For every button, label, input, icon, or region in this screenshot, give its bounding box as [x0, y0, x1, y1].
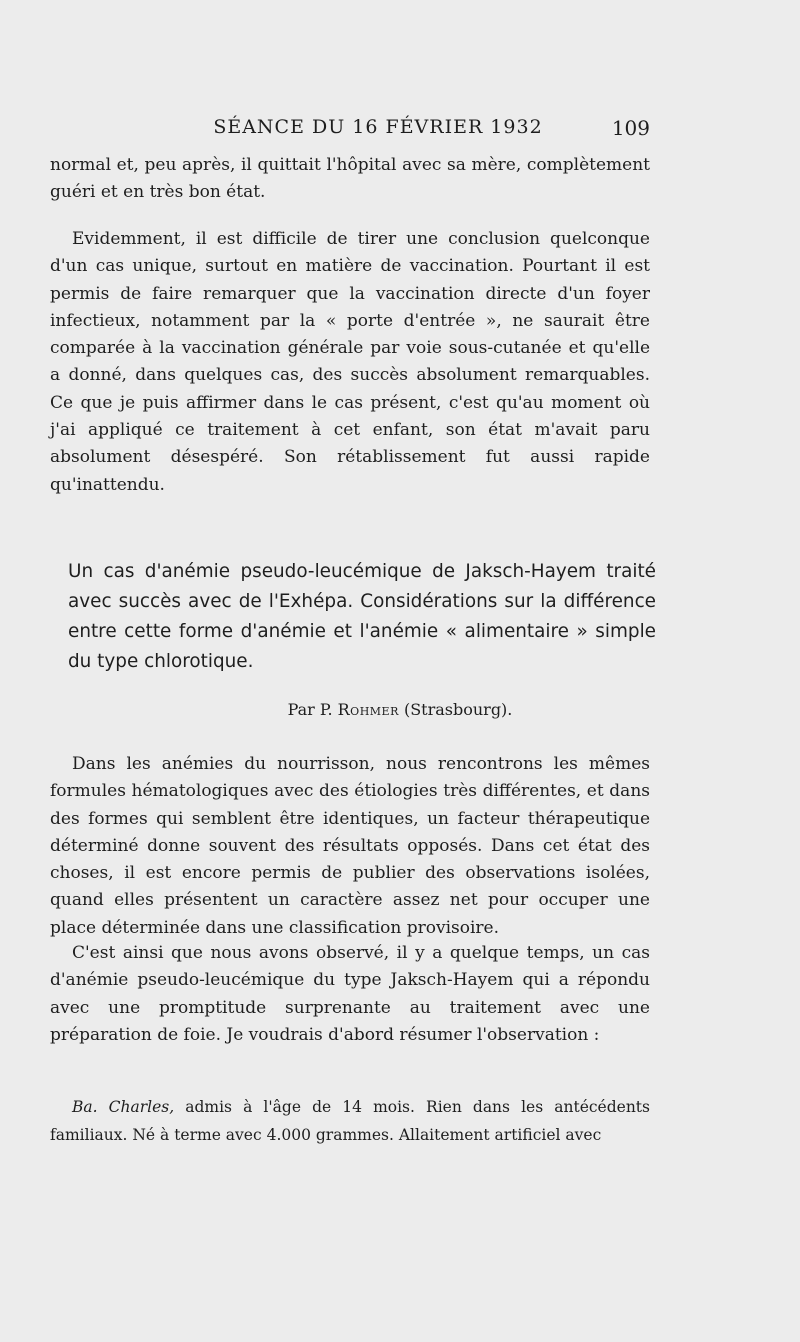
paragraph-intro: Dans les anémies du nourrisson, nous rencontrons les mêmes formules hématologiques avec des étiologies très différentes, et dans des formes qui semblent être identiques, un facteur thérapeutique déterminé donne souvent des résultats opposés. Dans cet état des choses, il est encore permis de publier des observations isolées, quand elles présentent un caractère assez net pour occuper une place déterminée dans une classification provisoire. — [50, 754, 650, 938]
observation-text — [50, 1094, 650, 1149]
observation-body: admis à l'âge de 14 mois. Rien dans les antécédents familiaux. Né à terme avec 4.000 grammes. Allaitement artificiel avec — [50, 1098, 650, 1144]
running-header — [50, 116, 650, 146]
paragraph-continuation: normal et, peu après, il quittait l'hôpital avec sa mère, complètement guéri et en très bon état. — [50, 155, 650, 203]
byline-prefix: Par P. — [287, 700, 333, 719]
author-place: (Strasbourg). — [403, 700, 513, 719]
byline — [0, 700, 800, 719]
patient-name: Ba. Charles, — [72, 1098, 175, 1116]
paragraph-conclusion: Evidemment, il est difficile de tirer une conclusion quelconque d'un cas unique, surtout en matière de vaccination. Pourtant il est permis de faire remarquer que la vaccination directe d'un foyer infectieux, notamment par la « porte d'entrée », ne saurait être comparée à la vaccination générale par voie sous-cutanée et qu'elle a donné, dans quelques cas, des succès absolument remarquables. Ce que je puis affirmer dans le cas présent, c'est qu'au moment où j'ai appliqué ce traitement à cet enfant, son état m'avait paru absolument désespéré. Son rétablissement fut aussi rapide qu'inattendu. — [50, 229, 650, 495]
page-number: 109 — [611, 116, 650, 140]
paragraph-case: C'est ainsi que nous avons observé, il y a quelque temps, un cas d'anémie pseudo-leucémique du type Jaksch-Hayem qui a répondu avec une promptitude surprenante au traitement avec une préparation de foie. Je voudrais d'abord résumer l'observation : — [50, 943, 650, 1045]
running-title: SÉANCE DU 16 FÉVRIER 1932 — [213, 116, 543, 138]
article-title: Un cas d'anémie pseudo-leucémique de Jaksch-Hayem traité avec succès avec de l'Exhépa. Considérations sur la différence entre cette forme d'anémie et l'anémie « alimentaire » simple du type chlorotique. — [68, 561, 656, 672]
author-name: Rohmer — [337, 700, 399, 719]
